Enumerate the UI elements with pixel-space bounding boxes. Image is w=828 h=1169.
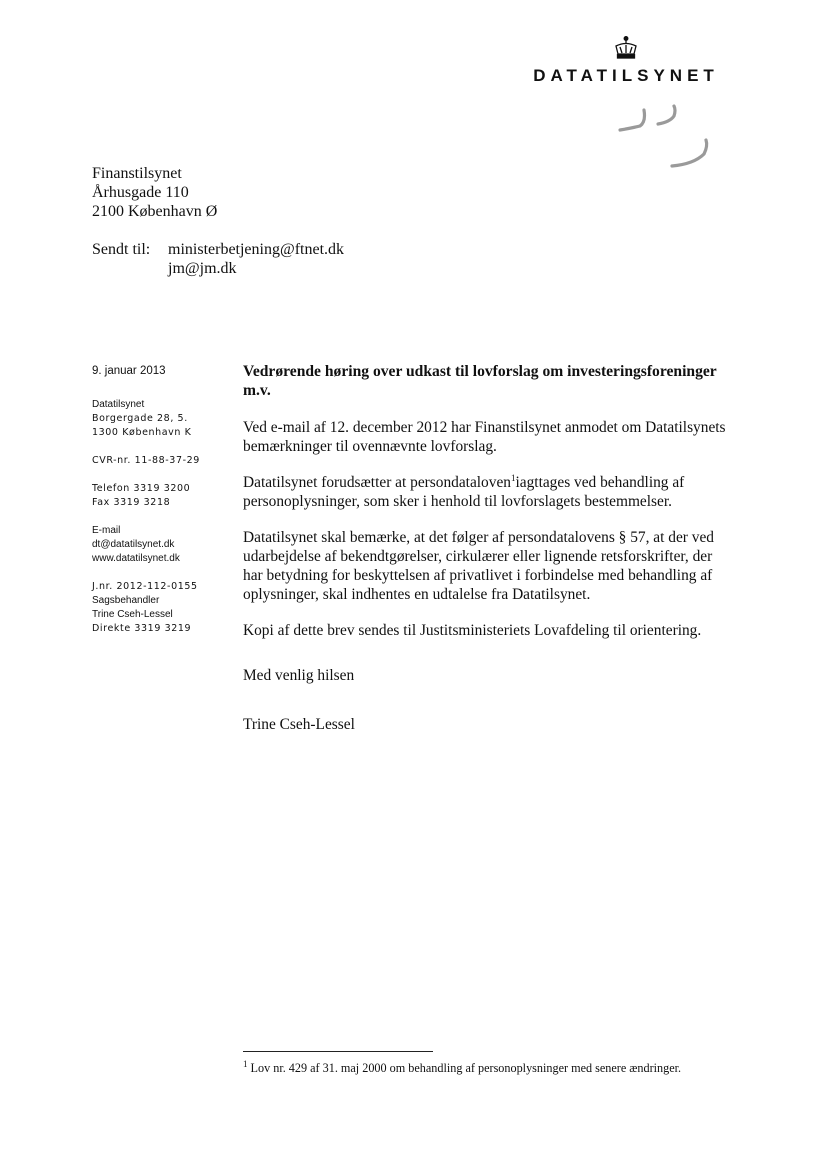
footnote: [243, 1058, 682, 1076]
letter-paragraph: Kopi af dette brev sendes til Justitsministeriets Lovafdeling til orientering.: [243, 622, 702, 639]
handwritten-initials-mark: [612, 104, 712, 174]
sent-to-label: Sendt til:: [92, 241, 151, 258]
letter-paragraph: Ved e-mail af 12. december 2012 har Finanstilsynet anmodet om Datatilsynets bemærkninger til ovennævnte lovforslag.: [243, 419, 726, 455]
sender-website-link[interactable]: www.datatilsynet.dk: [92, 553, 180, 564]
sender-contact: [92, 524, 232, 566]
paragraph-text: iagttages ved behandling af personoplysninger, som sker i henhold til lovforslagets bestemmelser.: [243, 474, 685, 510]
letter-paragraph: Datatilsynet skal bemærke, at det følger af persondatalovens § 57, at der ved udarbejdelse af bekendtgørelser, cirkulærer eller lignende retsforskrifter, der har betydning for beskyttelsen af privatlivet i forbindelse med behandling af oplysninger, skal indhentes en udtalelse fra Datatilsynet.: [243, 529, 714, 603]
case-handler-name: Trine Cseh-Lessel: [92, 609, 173, 620]
sender-info-sidebar: [92, 364, 232, 650]
sender-org: Datatilsynet: [92, 399, 145, 410]
letterhead: [520, 36, 732, 86]
letter-closing: Med venlig hilsen: [243, 667, 355, 684]
footnote-reference: 1: [510, 472, 516, 483]
sent-to-email-link[interactable]: jm@jm.dk: [168, 260, 237, 277]
case-handler-direct-phone: Direkte 3319 3219: [92, 623, 192, 634]
paragraph-text: Datatilsynet forudsætter at persondataloven: [243, 474, 511, 491]
sent-to-email-link[interactable]: ministerbetjening@ftnet.dk: [168, 241, 345, 258]
footnote-number: 1: [243, 1058, 248, 1069]
letter-date: 9. januar 2013: [92, 365, 166, 377]
sender-phone-fax: [92, 482, 232, 510]
sender-cvr: CVR-nr. 11-88-37-29: [92, 455, 200, 466]
footnote-text: Lov nr. 429 af 31. maj 2000 om behandling af personoplysninger med senere ændringer.: [250, 1061, 682, 1075]
recipient-address: [92, 164, 217, 221]
recipient-city: 2100 København Ø: [92, 203, 218, 220]
sender-address: [92, 398, 232, 440]
letterhead-org-name: DATATILSYNET: [533, 66, 719, 85]
letter-paragraph: [243, 473, 733, 511]
case-handler-label: Sagsbehandler: [92, 595, 160, 606]
letter-signature: Trine Cseh-Lessel: [243, 716, 355, 733]
sender-street: Borgergade 28, 5.: [92, 413, 188, 424]
letter-body: [243, 362, 733, 734]
recipient-street: Århusgade 110: [92, 184, 189, 201]
journal-number: J.nr. 2012-112-0155: [92, 581, 198, 592]
letter-subject: Vedrørende høring over udkast til lovforslag om investeringsforeninger m.v.: [243, 363, 717, 399]
sent-to-addresses: [168, 240, 344, 278]
recipient-name: Finanstilsynet: [92, 165, 182, 182]
sender-email-label: E-mail: [92, 525, 121, 536]
sender-city: 1300 København K: [92, 427, 192, 438]
footnote-divider: [243, 1051, 433, 1052]
sender-fax: Fax 3319 3218: [92, 497, 171, 508]
case-info: [92, 580, 232, 636]
crown-icon: [613, 36, 639, 60]
sender-phone: Telefon 3319 3200: [92, 483, 191, 494]
sender-email-link[interactable]: dt@datatilsynet.dk: [92, 539, 175, 550]
